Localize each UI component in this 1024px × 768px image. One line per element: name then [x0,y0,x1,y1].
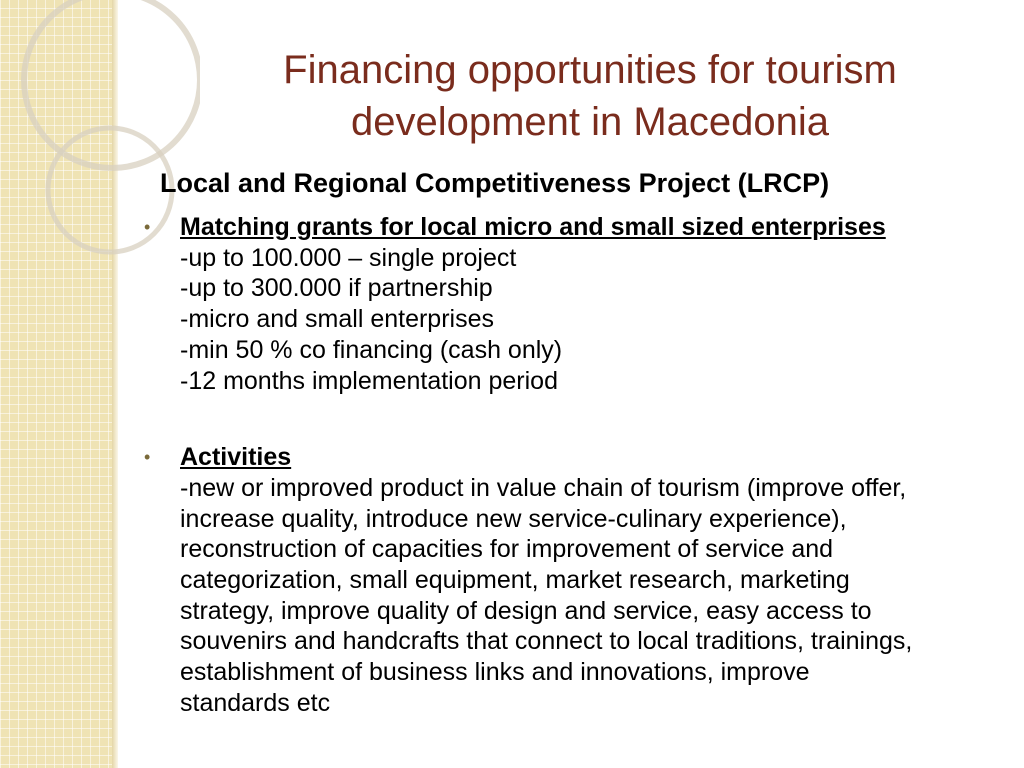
bullet-line: establishment of business links and innovations, improve [180,658,810,687]
bullet-list [140,212,1020,719]
slide-title [160,44,1020,148]
bullet-item-activities [140,442,1020,718]
bullet-line: -min 50 % co financing (cash only) [180,335,563,364]
slide-title-line-2: development in Macedonia [350,100,830,144]
bullet-line: -micro and small enterprises [180,305,494,334]
bullet-line: categorization, small equipment, market research, marketing [180,566,850,595]
slide-subtitle: Local and Regional Competitiveness Project (LRCP) [160,168,830,198]
bullet-line: -12 months implementation period [180,366,558,395]
bullet-line: standards etc [180,688,331,717]
bullet-line: increase quality, introduce new service-culinary experience), [180,504,847,533]
bullet-line: -up to 100.000 – single project [180,243,517,272]
slide-title-line-1: Financing opportunities for tourism [283,48,897,92]
bullet-dot-icon: • [144,217,151,237]
bullet-heading: Activities [180,443,292,472]
bullet-line: reconstruction of capacities for improvement of service and [180,535,834,564]
bullet-line: -new or improved product in value chain of tourism (improve offer, [180,473,907,502]
bullet-line: strategy, improve quality of design and service, easy access to [180,596,872,625]
bullet-dot-icon: • [144,447,151,468]
bullet-line: souvenirs and handcrafts that connect to local traditions, trainings, [180,627,913,656]
bullet-line: -up to 300.000 if partnership [180,274,493,303]
bullet-item-grants [140,212,1020,396]
bullet-heading: Matching grants for local micro and small sized enterprises [180,213,886,241]
